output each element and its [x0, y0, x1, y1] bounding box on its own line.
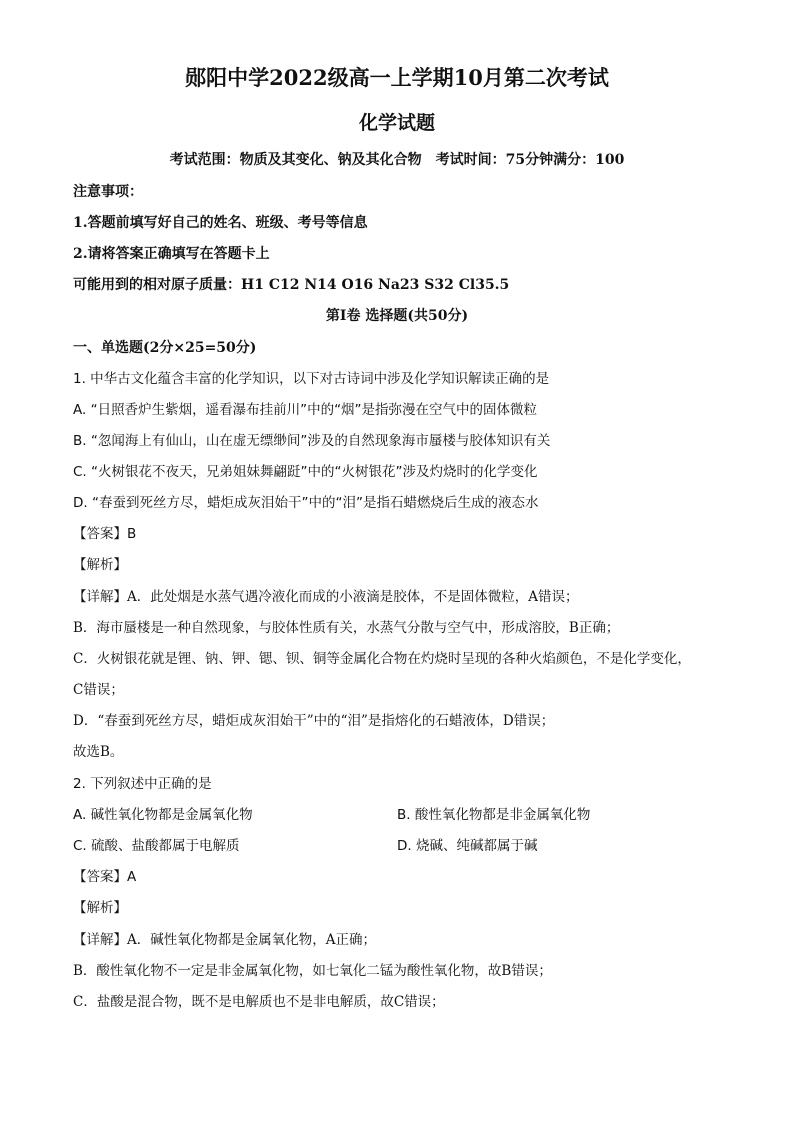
- explain-text: A．此处烟是水蒸气遇冷液化而成的小液滴是胶体，不是固体微粒，A错误；: [127, 589, 579, 605]
- notice-item-1: 1.答题前填写好自己的姓名、班级、考号等信息: [73, 215, 368, 231]
- q1-explain-d: D．“春蚕到死丝方尽，蜡炬成灰泪始干”中的“泪”是指熔化的石蜡液体，D错误；: [73, 713, 555, 729]
- section-heading: 一、单选题(2分×25=50分): [73, 340, 257, 356]
- q1-explain-b: B．海市蜃楼是一种自然现象，与胶体性质有关，水蒸气分散与空气中，形成溶胶，B正确；: [73, 620, 620, 636]
- q1-option-a: A. “日照香炉生紫烟，遥看瀑布挂前川”中的“烟”是指弥漫在空气中的固体微粒: [73, 402, 538, 418]
- q1-analysis-tag: 【解析】: [73, 557, 127, 573]
- detail-tag: 【详解】: [73, 932, 127, 948]
- answer-value: B: [127, 526, 137, 542]
- q1-explain-a: [73, 587, 754, 607]
- answer-value: A: [127, 869, 137, 885]
- explain-text: A．碱性氧化物都是金属氧化物，A正确；: [127, 932, 376, 948]
- q1-answer: [73, 524, 754, 544]
- q2-explain-c: C．盐酸是混合物，既不是电解质也不是非电解质，故C错误；: [73, 994, 445, 1010]
- q1-option-b: B. “忽闻海上有仙山，山在虚无缥缈间”涉及的自然现象海市蜃楼与胶体知识有关: [73, 433, 551, 449]
- exam-scope: 考试范围：物质及其变化、钠及其化合物 考试时间：75分钟满分：100: [169, 152, 625, 168]
- q2-option-a: A. 碱性氧化物都是金属氧化物: [73, 807, 253, 823]
- q2-options-row-2: [73, 836, 754, 856]
- q1-stem: 1. 中华古文化蕴含丰富的化学知识，以下对古诗词中涉及化学知识解读正确的是: [73, 371, 550, 387]
- answer-tag: 【答案】: [73, 869, 127, 885]
- q2-options-row-1: [73, 805, 754, 825]
- detail-tag: 【详解】: [73, 589, 127, 605]
- exam-subtitle: 化学试题: [358, 112, 435, 134]
- q2-answer: [73, 867, 754, 887]
- q2-explain-b: B．酸性氧化物不一定是非金属氧化物，如七氧化二锰为酸性氧化物，故B错误；: [73, 963, 552, 979]
- answer-tag: 【答案】: [73, 526, 127, 542]
- q2-explain-a: [73, 930, 754, 950]
- notice-heading: 注意事项：: [73, 184, 143, 200]
- q1-option-c: C. “火树银花不夜天，兄弟姐妹舞翩跹”中的“火树银花”涉及灼烧时的化学变化: [73, 464, 538, 480]
- q1-explain-c-cont: C错误；: [73, 682, 124, 698]
- q1-conclusion: 故选B。: [73, 744, 124, 760]
- part-heading: 第I卷 选择题(共50分): [325, 308, 469, 324]
- q1-explain-c: C．火树银花就是锂、钠、钾、锶、钡、铜等金属化合物在灼烧时呈现的各种火焰颜色，不是化学变化，: [73, 651, 691, 667]
- exam-title: 郧阳中学2022级高一上学期10月第二次考试: [185, 65, 609, 90]
- q2-stem: 2. 下列叙述中正确的是: [73, 776, 212, 792]
- q2-option-d: D. 烧碱、纯碱都属于碱: [397, 838, 538, 854]
- notice-item-2: 2.请将答案正确填写在答题卡上: [73, 246, 270, 262]
- atomic-mass: 可能用到的相对原子质量：H1 C12 N14 O16 Na23 S32 Cl35.5: [73, 277, 510, 293]
- q1-option-d: D. “春蚕到死丝方尽，蜡炬成灰泪始干”中的“泪”是指石蜡燃烧后生成的液态水: [73, 495, 539, 511]
- q2-option-c: C. 硫酸、盐酸都属于电解质: [73, 838, 240, 854]
- q2-analysis-tag: 【解析】: [73, 900, 127, 916]
- q2-option-b: B. 酸性氧化物都是非金属氧化物: [397, 807, 591, 823]
